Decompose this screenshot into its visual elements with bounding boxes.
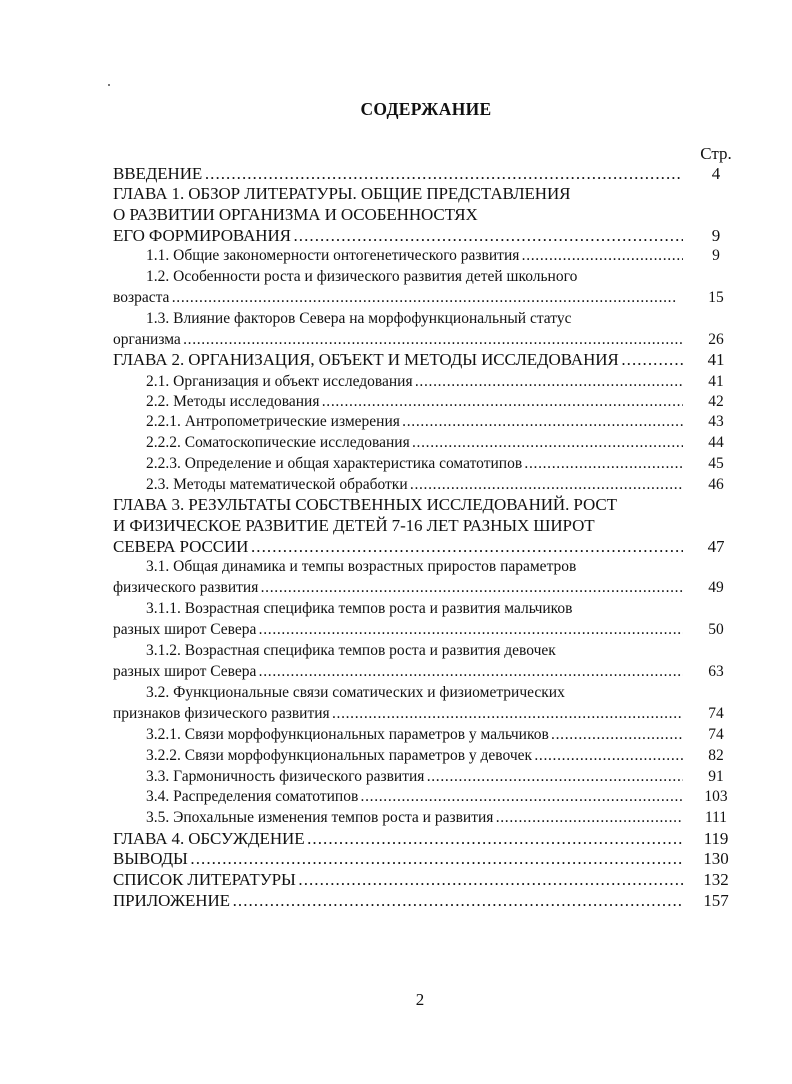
toc-entry-page: 49 (708, 579, 724, 596)
toc-entry-line (113, 475, 683, 494)
toc-entry-page: 9 (711, 226, 721, 245)
toc-entry-text: 3.1. Общая динамика и темпы возрастных приростов параметров (146, 558, 577, 575)
toc-entry-line (113, 454, 683, 473)
toc-entry-line (113, 683, 683, 702)
page-column-label: Стр. (700, 144, 732, 163)
toc-entry-page: 50 (708, 621, 724, 638)
toc-entry-line (113, 767, 683, 786)
toc-entry-line (113, 557, 683, 576)
toc-entry-line (113, 891, 683, 910)
toc-entry-page: 42 (708, 393, 724, 410)
toc-entry-line (113, 516, 683, 535)
toc-entry-line (113, 829, 683, 848)
toc-entry-line (113, 725, 683, 744)
toc-entry-line (113, 350, 683, 369)
toc-entry-text: 3.3. Гармоничность физического развития . . . (146, 768, 683, 785)
toc-entry-text: 3.5. Эпохальные изменения темпов роста и развития . . . (146, 809, 683, 826)
toc-entry-page: 103 (704, 788, 728, 805)
toc-entry-text: СПИСОК ЛИТЕРАТУРЫ . . . (113, 870, 683, 889)
toc-entry-line (113, 662, 683, 681)
toc-entry-text: физического развития . . . (113, 579, 683, 596)
toc-entry-line (113, 787, 683, 806)
toc-entry-page: 111 (704, 809, 728, 826)
toc-entry-text: 3.1.1. Возрастная специфика темпов роста и развития мальчиков (146, 600, 573, 617)
toc-entry-page: 41 (708, 373, 724, 390)
toc-entry-line (113, 495, 683, 514)
toc-entry-text: ГЛАВА 1. ОБЗОР ЛИТЕРАТУРЫ. ОБЩИЕ ПРЕДСТАВЛЕНИЯ (113, 184, 571, 203)
toc-entry-text: ГЛАВА 3. РЕЗУЛЬТАТЫ СОБСТВЕННЫХ ИССЛЕДОВАНИЙ. РОСТ (113, 495, 617, 514)
toc-entry-text: ЕГО ФОРМИРОВАНИЯ . . . (113, 226, 683, 245)
toc-entry-page: 9 (712, 247, 720, 264)
toc-entry-line (113, 226, 683, 245)
toc-entry-line (113, 288, 683, 307)
toc-entry-text: 3.2. Функциональные связи соматических и физиометрических (146, 684, 565, 701)
toc-entry-text: 3.2.1. Связи морфофункциональных параметров у мальчиков . . . (146, 726, 683, 743)
toc-entry-text: 2.2. Методы исследования . . . (146, 393, 683, 410)
toc-entry-line (113, 330, 683, 349)
toc-entry-page: 4 (711, 164, 721, 183)
toc-entry-line (113, 578, 683, 597)
toc-entry-line (113, 164, 683, 183)
toc-entry-text: ВВЕДЕНИЕ . . . (113, 164, 683, 183)
toc-entry-page: 44 (708, 434, 724, 451)
toc-entry-page: 91 (708, 768, 724, 785)
toc-entry-text: организма . . . (113, 331, 683, 348)
toc-entry-text: 3.4. Распределения соматотипов . . . (146, 788, 683, 805)
toc-entry-text: И ФИЗИЧЕСКОЕ РАЗВИТИЕ ДЕТЕЙ 7-16 ЛЕТ РАЗНЫХ ШИРОТ (113, 516, 595, 535)
toc-entry-line (113, 537, 683, 556)
toc-entry-text: 3.1.2. Возрастная специфика темпов роста и развития девочек (146, 642, 556, 659)
toc-entry-text: разных широт Севера . . . (113, 663, 683, 680)
toc-entry-text: 2.1. Организация и объект исследования . . . (146, 373, 683, 390)
toc-entry-page: 45 (708, 455, 724, 472)
toc-entry-line (113, 267, 683, 286)
toc-entry-text: О РАЗВИТИИ ОРГАНИЗМА И ОСОБЕННОСТЯХ (113, 205, 478, 224)
toc-entry-line (113, 870, 683, 889)
toc-entry-line (113, 184, 683, 203)
toc-entry-line (113, 246, 683, 265)
toc-entry-page: 46 (708, 476, 724, 493)
toc-entry-page: 41 (707, 350, 725, 369)
toc-entry-line (113, 620, 683, 639)
toc-entry-line (113, 392, 683, 411)
toc-entry-line (113, 641, 683, 660)
toc-entry-line (113, 372, 683, 391)
toc-entry-line (113, 309, 683, 328)
toc-entry-page: 119 (703, 829, 729, 848)
toc-entry-text: признаков физического развития . . . (113, 705, 683, 722)
toc-entry-text: разных широт Севера . . . (113, 621, 683, 638)
toc-entry-page: 74 (708, 705, 724, 722)
toc-entry-page: 130 (703, 849, 729, 868)
toc-entry-page: 26 (708, 331, 724, 348)
toc-entry-text: 3.2.2. Связи морфофункциональных параметров у девочек . . . (146, 747, 683, 764)
page-number: 2 (415, 990, 425, 1009)
toc-entry-line (113, 808, 683, 827)
toc-entry-text: 1.3. Влияние факторов Севера на морфофункциональный статус (146, 310, 572, 327)
toc-entry-text: 1.2. Особенности роста и физического развития детей школьного (146, 268, 578, 285)
toc-entry-text: ГЛАВА 2. ОРГАНИЗАЦИЯ, ОБЪЕКТ И МЕТОДЫ ИССЛЕДОВАНИЯ . . . (113, 350, 683, 369)
toc-entry-page: 15 (708, 289, 724, 306)
toc-entry-page: 132 (703, 870, 729, 889)
toc-entry-text: ГЛАВА 4. ОБСУЖДЕНИЕ . . . (113, 829, 683, 848)
toc-entry-page: 47 (707, 537, 725, 556)
toc-entry-text: ВЫВОДЫ . . . (113, 849, 683, 868)
toc-entry-line (113, 412, 683, 431)
toc-entry-text: возраста . . . (113, 289, 675, 306)
toc-entry-line (113, 205, 683, 224)
toc-entry-text: ПРИЛОЖЕНИЕ . . . (113, 891, 683, 910)
toc-entry-page: 157 (703, 891, 729, 910)
toc-entry-line (113, 599, 683, 618)
toc-entry-page: 63 (708, 663, 724, 680)
toc-entry-page: 74 (708, 726, 724, 743)
toc-entry-page: 82 (708, 747, 724, 764)
toc-entry-text: СЕВЕРА РОССИИ . . . (113, 537, 683, 556)
toc-entry-text: 1.1. Общие закономерности онтогенетического развития . . . (146, 247, 683, 264)
toc-entry-line (113, 704, 683, 723)
toc-entry-text: 2.3. Методы математической обработки . . . (146, 476, 683, 493)
toc-entry-text: 2.2.1. Антропометрические измерения . . . (146, 413, 683, 430)
page-title: СОДЕРЖАНИЕ (360, 99, 492, 119)
toc-entry-line (113, 433, 683, 452)
toc-entry-line (113, 746, 683, 765)
toc-entry-line (113, 849, 683, 868)
toc-entry-text: 2.2.2. Соматоскопические исследования . . . (146, 434, 683, 451)
toc-entry-text: 2.2.3. Определение и общая характеристика соматотипов . . . (146, 455, 683, 472)
toc-entry-page: 43 (708, 413, 724, 430)
